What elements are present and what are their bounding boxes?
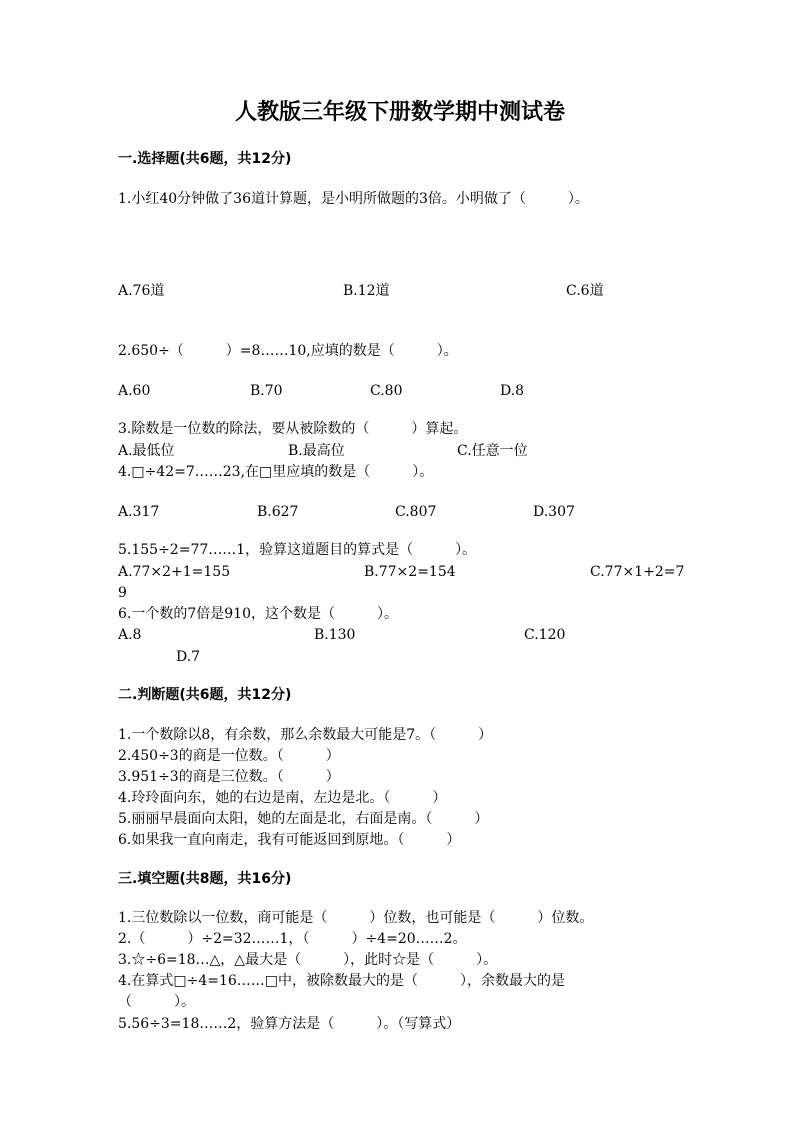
question-2-option-b: B.70 — [250, 383, 283, 399]
judgement-item-6: 6.如果我一直向南走，我有可能返回到原地。（ ） — [118, 832, 461, 848]
fill-item-5: 5.56÷3=18……2，验算方法是（ ）。（写算式） — [118, 1016, 461, 1032]
question-2-option-c: C.80 — [370, 383, 403, 399]
judgement-item-4: 4.玲玲面向东，她的右边是南，左边是北。（ ） — [118, 790, 447, 806]
question-6-stem: 6.一个数的7倍是910，这个数是（ ）。 — [118, 606, 398, 622]
question-5-option-a: A.77×2+1=155 — [118, 564, 231, 580]
judgement-item-2: 2.450÷3的商是一位数。（ ） — [118, 748, 340, 764]
question-4-option-d: D.307 — [533, 504, 575, 520]
page-title: 人教版三年级下册数学期中测试卷 — [234, 100, 565, 125]
question-3-option-c: C.任意一位 — [457, 443, 528, 459]
fill-item-2: 2.（ ）÷2=32……1，（ ）÷4=20……2。 — [118, 931, 467, 947]
section-heading-judgement: 二.判断题(共6题，共12分) — [118, 687, 292, 703]
question-3-option-b: B.最高位 — [288, 443, 345, 459]
question-2-stem: 2.650÷（ ）=8……10,应填的数是（ ）。 — [118, 343, 458, 359]
question-4-option-a: A.317 — [118, 504, 160, 520]
question-2-option-a: A.60 — [118, 383, 151, 399]
question-5-option-c: C.77×1+2=7 — [590, 564, 685, 580]
question-4-option-c: C.807 — [395, 504, 437, 520]
question-5-option-b: B.77×2=154 — [364, 564, 456, 580]
question-4-option-b: B.627 — [257, 504, 299, 520]
judgement-item-1: 1.一个数除以8，有余数，那么余数最大可能是7。（ ） — [118, 727, 493, 743]
fill-item-4-wrap: （ ）。 — [118, 994, 195, 1010]
question-1-option-a: A.76道 — [118, 283, 165, 299]
question-5-stem: 5.155÷2=77……1，验算这道题目的算式是（ ）。 — [118, 542, 477, 558]
question-2-option-d: D.8 — [500, 383, 525, 399]
section-heading-choice: 一.选择题(共6题，共12分) — [118, 151, 292, 167]
question-3-option-a: A.最低位 — [118, 443, 175, 459]
section-heading-fill-blank: 三.填空题(共8题，共16分) — [118, 871, 292, 887]
question-6-option-b: B.130 — [314, 627, 356, 643]
question-1-stem: 1.小红40分钟做了36道计算题，是小明所做题的3倍。小明做了（ ）。 — [118, 191, 589, 207]
question-4-stem: 4.□÷42=7……23,在□里应填的数是（ ）。 — [118, 464, 434, 480]
judgement-item-3: 3.951÷3的商是三位数。（ ） — [118, 769, 340, 785]
judgement-item-5: 5.丽丽早晨面向太阳，她的左面是北，右面是南。（ ） — [118, 811, 489, 827]
fill-item-1: 1.三位数除以一位数，商可能是（ ）位数，也可能是（ ）位数。 — [118, 910, 594, 926]
question-3-stem: 3.除数是一位数的除法，要从被除数的（ ）算起。 — [118, 421, 468, 437]
question-6-option-a: A.8 — [118, 627, 142, 643]
question-6-option-d: D.7 — [176, 649, 201, 665]
fill-item-4: 4.在算式□÷4=16……□中，被除数最大的是（ ），余数最大的是 — [118, 973, 565, 989]
question-6-option-c: C.120 — [524, 627, 566, 643]
question-1-option-b: B.12道 — [343, 283, 390, 299]
question-1-option-c: C.6道 — [566, 283, 604, 299]
fill-item-3: 3.☆÷6=18…△，△最大是（ ），此时☆是（ ）。 — [118, 952, 498, 968]
question-5-option-c-wrap: 9 — [118, 585, 127, 601]
